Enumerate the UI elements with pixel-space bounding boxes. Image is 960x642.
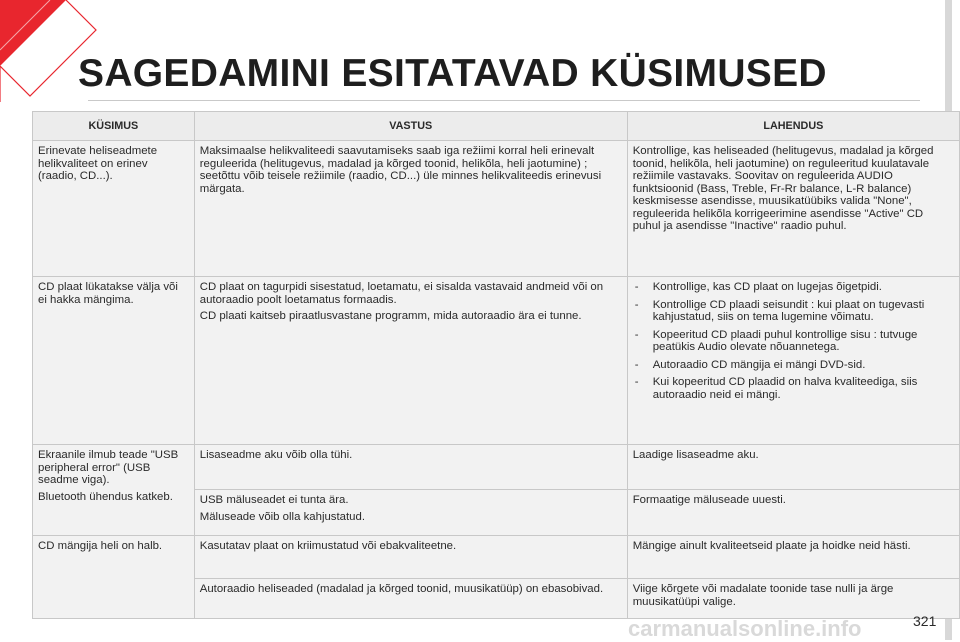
page-title: SAGEDAMINI ESITATAVAD KÜSIMUSED (78, 52, 827, 95)
solution-text: Kontrollige, kas heliseaded (helitugevus, madalad ja kõrged toonid, helikõla, heli jaotumine) on reguleeritud kuulatavale režiimile vastavaks. Soovitav on reguleerida AUDIO funktsioonid (Bass, Treble, Fr-Rr balance, L-R balance) keskmisesse asendisse, muusikatüübiks valida "None", reguleerida helikõla korrigeerimine asendisse "Active" CD puhul ja asendisse "Inactive" raadio puhul. (632, 145, 934, 232)
answer-cell (194, 490, 627, 536)
answer-text: Autoraadio heliseaded (madalad ja kõrged toonid, muusikatüüp) on ebasobivad. (199, 583, 604, 595)
question-cell (33, 141, 195, 277)
header-solution: LAHENDUS (627, 112, 959, 141)
answer-cell (194, 141, 627, 277)
answer-cell (194, 445, 627, 490)
faq-table (32, 111, 960, 619)
answer-text: Maksimaalse helikvaliteedi saavutamiseks saab iga režiimi korral heli erinevalt reguleerida (helitugevus, madalad ja kõrged toonid, helikõla, heli jaotumine) ; seetõttu võib teisele režiimile (raadio, CD...) üle minnes helikvaliteedis erinevusi märgata. (199, 145, 602, 195)
header-question: KÜSIMUS (33, 112, 195, 141)
answer-text: Kasutatav plaat on kriimustatud või ebakvaliteetne. (199, 540, 457, 552)
question-text: Ekraanile ilmub teade "USB peripheral error" (USB seadme viga). (38, 449, 179, 486)
list-item: - Kopeeritud CD plaadi puhul kontrollige sisu : tutvuge peatükis Audio olevate nõuannetega. (634, 328, 918, 353)
question-text: Erinevate heliseadmete helikvaliteet on erinev (raadio, CD...). (38, 145, 158, 182)
list-item-text: Autoraadio CD mängija ei mängi DVD-sid. (652, 358, 866, 371)
solution-cell (627, 141, 959, 277)
table-header-row (33, 112, 960, 141)
solution-cell (627, 490, 959, 536)
solution-text: Mängige ainult kvaliteetseid plaate ja hoidke neid hästi. (632, 540, 911, 552)
list-item-text: Kui kopeeritud CD plaadid on halva kvaliteediga, siis autoraadio neid ei mängi. (652, 376, 918, 401)
page-number: 321 (913, 613, 937, 629)
question-cell (33, 536, 195, 619)
watermark: carmanualsonline.info (628, 616, 862, 641)
table-row (33, 445, 960, 490)
solution-text: Formaatige mäluseade uuesti. (632, 494, 786, 506)
solution-cell (627, 536, 959, 579)
answer-cell (194, 536, 627, 579)
list-item-text: Kontrollige, kas CD plaat on lugejas õigetpidi. (652, 281, 882, 293)
solution-cell (627, 579, 959, 619)
header-answer: VASTUS (194, 112, 627, 141)
solution-cell (627, 277, 959, 445)
solution-list (633, 281, 954, 401)
table-row (33, 536, 960, 579)
answer-text: Lisaseadme aku võib olla tühi. (199, 449, 353, 461)
list-item: - Kontrollige, kas CD plaat on lugejas õigetpidi. (634, 281, 882, 293)
table-row (33, 141, 960, 277)
answer-cell (194, 579, 627, 619)
solution-cell (627, 445, 959, 490)
list-item-text: Kopeeritud CD plaadi puhul kontrollige sisu : tutvuge peatükis Audio olevate nõuannetega. (652, 328, 918, 353)
question-text: CD mängija heli on halb. (38, 540, 163, 552)
solution-text: Laadige lisaseadme aku. (632, 449, 759, 461)
question-cell (33, 445, 195, 536)
list-item: - Autoraadio CD mängija ei mängi DVD-sid. (634, 358, 866, 371)
solution-text: Viige kõrgete või madalate toonide tase nulli ja ärge muusikatüüpi valige. (632, 583, 894, 608)
table-row (33, 277, 960, 445)
answer-text: CD plaat on tagurpidi sisestatud, loetamatu, ei sisalda vastavaid andmeid või on autoraadio poolt loetamatus formaadis. (199, 281, 604, 306)
question-cell (33, 277, 195, 445)
title-divider (88, 100, 920, 101)
list-item: - Kontrollige CD plaadi seisundit : kui plaat on tugevasti kahjustatud, siis on tema lugemine võimatu. (634, 298, 925, 323)
answer-text: CD plaati kaitseb piraatlusvastane programm, mida autoraadio ära ei tunne. (199, 310, 582, 322)
answer-text: USB mäluseadet ei tunta ära. (199, 494, 349, 506)
answer-text: Mäluseade võib olla kahjustatud. (199, 510, 366, 523)
answer-cell (194, 277, 627, 445)
list-item-text: Kontrollige CD plaadi seisundit : kui plaat on tugevasti kahjustatud, siis on tema lugemine võimatu. (652, 298, 925, 323)
question-text: CD plaat lükatakse välja või ei hakka mängima. (38, 281, 178, 306)
question-text: Bluetooth ühendus katkeb. (38, 490, 173, 503)
list-item: - Kui kopeeritud CD plaadid on halva kvaliteediga, siis autoraadio neid ei mängi. (634, 376, 918, 401)
